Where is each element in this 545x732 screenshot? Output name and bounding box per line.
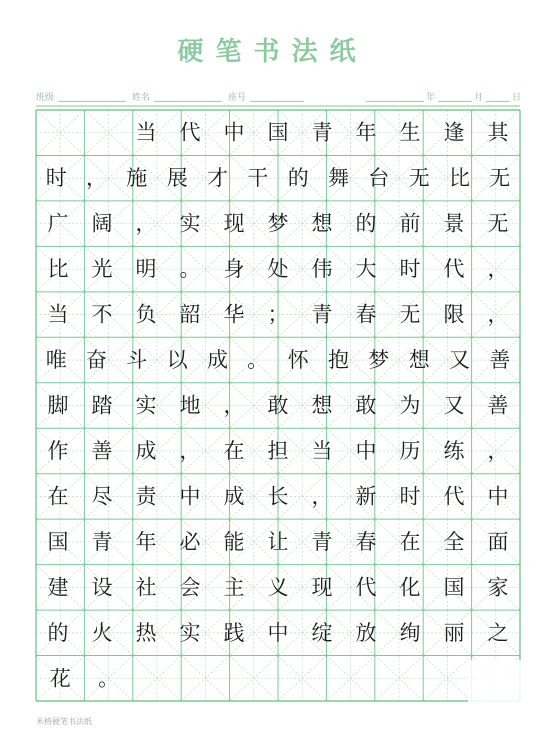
handwritten-char: 青	[91, 529, 113, 554]
handwritten-char: 让	[267, 529, 289, 554]
handwritten-char: 不	[91, 302, 113, 327]
handwritten-char: 放	[355, 620, 377, 645]
handwritten-char: 的	[355, 211, 377, 236]
handwritten-char: 火	[91, 620, 113, 645]
handwritten-char: 唯	[45, 348, 67, 372]
name-label: 姓名	[132, 93, 151, 103]
handwritten-char: 逢	[443, 120, 465, 145]
handwritten-char: 新	[355, 484, 377, 509]
handwritten-char: 设	[91, 575, 113, 600]
handwritten-char: 化	[399, 575, 421, 600]
handwritten-char: 代	[443, 484, 465, 509]
handwritten-char: 中	[223, 120, 245, 145]
handwritten-char: 以	[166, 348, 188, 372]
handwritten-char: 景	[443, 211, 465, 236]
handwritten-char: 代	[443, 257, 465, 282]
handwritten-char: 善	[489, 348, 511, 372]
handwritten-char: 又	[449, 348, 470, 372]
handwritten-char: ，	[135, 211, 157, 236]
handwritten-char: 责	[135, 484, 157, 509]
handwritten-char: 明	[135, 257, 157, 282]
handwritten-char: 之	[487, 620, 509, 645]
handwritten-char: 成	[223, 484, 245, 509]
handwritten-char: 实	[135, 393, 157, 418]
handwritten-char: ，	[487, 302, 509, 327]
handwritten-char: 善	[487, 393, 509, 418]
handwritten-char: 建	[47, 575, 69, 600]
handwritten-char: ，	[86, 166, 107, 191]
handwritten-char: 热	[135, 620, 157, 645]
handwritten-char: 作	[47, 439, 69, 463]
handwritten-char: 现	[311, 575, 333, 600]
handwritten-char: 台	[368, 166, 390, 191]
handwritten-char: 无	[399, 302, 421, 327]
handwritten-char: 前	[399, 211, 421, 236]
handwritten-char: 怀	[287, 348, 309, 372]
handwritten-char: 无	[487, 211, 509, 236]
handwritten-char: 在	[399, 529, 421, 554]
handwritten-char: 在	[47, 484, 69, 509]
handwritten-char: 实	[179, 620, 201, 645]
handwritten-char: 练	[443, 439, 465, 463]
handwritten-char: 国	[47, 529, 69, 554]
handwritten-char: 韶	[179, 302, 201, 327]
handwritten-char: 践	[223, 620, 245, 645]
handwritten-char: 敢	[355, 393, 377, 418]
handwritten-char: 历	[399, 439, 421, 463]
handwritten-char: 踏	[91, 393, 113, 418]
glare-overlay	[468, 660, 545, 732]
handwritten-char: 青	[311, 120, 333, 145]
handwritten-char: 时	[399, 484, 421, 509]
handwritten-char: 为	[399, 393, 421, 418]
handwritten-char: 国	[443, 575, 465, 600]
handwritten-char: 面	[487, 529, 509, 554]
handwritten-char: 其	[487, 120, 509, 145]
handwritten-char: 干	[247, 166, 269, 191]
handwritten-char: 阔	[91, 211, 113, 236]
handwritten-char: ；	[267, 302, 289, 327]
handwritten-char: 在	[223, 439, 245, 463]
handwritten-char: 家	[487, 575, 509, 600]
handwritten-char: 年	[135, 529, 157, 554]
handwritten-char: 尽	[91, 484, 113, 509]
handwritten-char: 脚	[47, 393, 69, 418]
handwritten-char: 的	[47, 620, 69, 645]
handwritten-char: 中	[487, 484, 509, 509]
handwritten-char: ，	[179, 439, 201, 463]
day-label: 日	[512, 93, 522, 103]
handwritten-char: 地	[179, 393, 201, 418]
handwritten-char: 限	[443, 302, 465, 327]
year-label: 年	[426, 93, 436, 103]
handwritten-char: 比	[449, 166, 470, 191]
footer-text: 米格硬笔书法纸	[36, 717, 92, 726]
handwritten-char: 施	[126, 166, 148, 191]
handwritten-char: 想	[311, 211, 333, 236]
handwritten-char: 善	[91, 439, 113, 463]
handwritten-char: 现	[223, 211, 245, 236]
handwritten-char: 绚	[399, 620, 421, 645]
handwritten-char: 想	[311, 393, 333, 418]
handwritten-char: 全	[443, 529, 465, 554]
seat-label: 座号	[228, 93, 247, 103]
handwritten-char: 敢	[267, 393, 289, 418]
handwritten-char: 社	[135, 575, 157, 600]
handwritten-char: 丽	[443, 620, 465, 645]
handwritten-char: 想	[408, 348, 430, 372]
handwritten-char: 。	[179, 257, 201, 282]
handwritten-char: 才	[207, 166, 228, 191]
handwritten-char: 抱	[328, 348, 349, 372]
handwritten-char: 梦	[267, 211, 289, 236]
handwritten-char: 年	[355, 120, 377, 145]
handwritten-char: 时	[45, 166, 67, 191]
handwritten-char: 义	[267, 575, 289, 600]
handwritten-char: 身	[223, 257, 245, 282]
handwritten-char: 春	[355, 529, 377, 554]
handwritten-char: ，	[487, 439, 509, 463]
handwritten-char: 成	[135, 439, 157, 463]
handwritten-char: 大	[355, 257, 377, 282]
handwritten-char: 长	[267, 484, 289, 509]
handwritten-char: 展	[166, 166, 188, 191]
handwritten-char: 舞	[328, 166, 349, 191]
handwritten-char: 的	[287, 166, 309, 191]
handwritten-char: 生	[399, 120, 421, 145]
handwritten-char: ，	[223, 393, 245, 418]
handwritten-char: 又	[443, 393, 465, 418]
handwritten-char: 无	[489, 166, 511, 191]
handwritten-char: 担	[267, 439, 289, 463]
handwritten-char: ，	[311, 484, 333, 509]
handwritten-char: 国	[267, 120, 289, 145]
handwritten-char: 花	[49, 666, 71, 691]
handwritten-char: 绽	[311, 620, 333, 645]
handwritten-char: 当	[135, 120, 157, 145]
handwritten-char: 华	[223, 302, 245, 327]
handwritten-char: 时	[399, 257, 421, 282]
handwritten-char: 无	[408, 166, 430, 191]
handwritten-char: 。	[247, 348, 269, 372]
handwritten-char: 主	[223, 575, 245, 600]
handwritten-char: 梦	[368, 348, 390, 372]
handwritten-char: 比	[47, 257, 69, 282]
handwritten-char: 中	[267, 620, 289, 645]
handwritten-char: 当	[47, 302, 69, 327]
handwritten-char: 中	[179, 484, 201, 509]
handwritten-char: 当	[311, 439, 333, 463]
handwritten-char: 成	[207, 348, 228, 372]
handwritten-char: 广	[47, 211, 69, 236]
handwritten-char: 奋	[86, 348, 107, 372]
month-label: 月	[474, 93, 484, 103]
handwritten-char: 伟	[311, 257, 333, 282]
handwritten-char: 春	[355, 302, 377, 327]
handwritten-char: 光	[91, 257, 113, 282]
handwritten-char: 青	[311, 529, 333, 554]
handwritten-char: 斗	[126, 348, 148, 372]
handwritten-char: 会	[179, 575, 201, 600]
handwritten-char: 必	[179, 529, 201, 554]
handwritten-char: 中	[355, 439, 377, 463]
handwritten-char: 实	[179, 211, 201, 236]
handwritten-char: 负	[135, 302, 157, 327]
handwritten-char: 能	[223, 529, 245, 554]
handwritten-char: ，	[487, 257, 509, 282]
sheet-title: 硬笔书法纸	[177, 37, 368, 67]
handwritten-char: 青	[311, 302, 333, 327]
handwritten-char: 代	[355, 575, 377, 600]
handwritten-char: 代	[179, 120, 201, 145]
class-label: 班级	[36, 93, 55, 103]
handwritten-char: 。	[98, 666, 120, 691]
handwritten-char: 处	[267, 257, 289, 282]
